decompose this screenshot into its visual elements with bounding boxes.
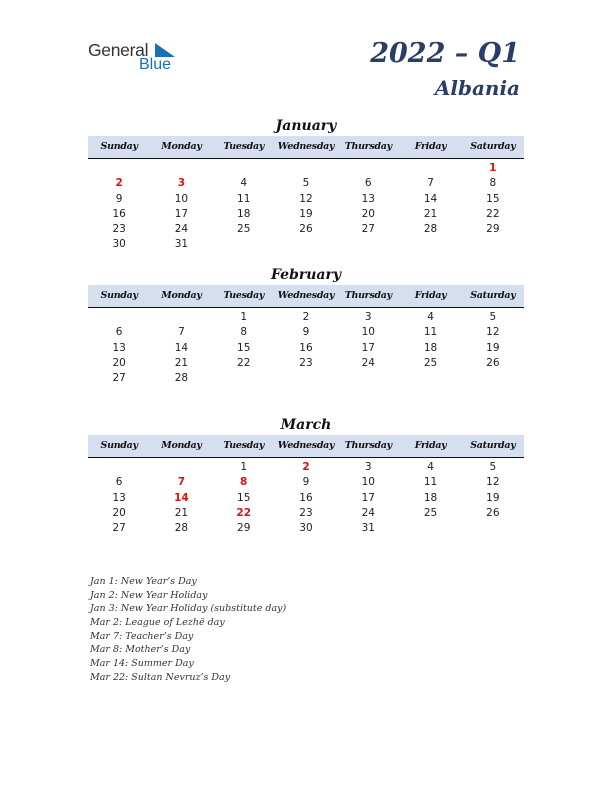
holiday-day-cell: 1 bbox=[489, 162, 497, 174]
day-cell: 29 bbox=[486, 223, 500, 236]
day-cell: 14 bbox=[174, 341, 189, 354]
day-cell: 8 bbox=[240, 326, 248, 339]
day-cell: 28 bbox=[423, 223, 438, 236]
day-cell: 24 bbox=[361, 356, 375, 369]
holiday-note: Mar 22: Sultan Nevruz’s Day bbox=[90, 671, 231, 683]
day-cell: 24 bbox=[174, 223, 189, 236]
day-cell: 30 bbox=[112, 238, 126, 251]
days-grid bbox=[88, 458, 524, 536]
week-row bbox=[88, 310, 524, 325]
day-cell: 12 bbox=[486, 326, 500, 339]
day-cell: 20 bbox=[361, 207, 375, 220]
weekday-label: Wednesday bbox=[277, 440, 335, 451]
day-cell: 28 bbox=[174, 372, 189, 385]
weekday-label: Friday bbox=[414, 440, 447, 451]
day-cell: 7 bbox=[178, 326, 185, 339]
day-cell bbox=[337, 237, 399, 252]
day-cell: 24 bbox=[361, 506, 375, 519]
weekday-label: Monday bbox=[161, 440, 202, 451]
page-title: 2022 – Q1 bbox=[370, 38, 520, 69]
weekday-label: Saturday bbox=[470, 440, 516, 451]
week-row bbox=[88, 341, 524, 356]
day-cell: 10 bbox=[361, 326, 375, 339]
day-cell: 11 bbox=[423, 476, 438, 489]
week-row bbox=[88, 460, 524, 475]
day-cell bbox=[213, 161, 275, 176]
generalblue-logo bbox=[88, 40, 188, 76]
day-cell: 21 bbox=[174, 506, 189, 519]
day-cell bbox=[150, 161, 212, 176]
holiday-note: Jan 2: New Year Holiday bbox=[90, 589, 208, 601]
weekday-header bbox=[88, 136, 524, 159]
day-cell: 1 bbox=[240, 311, 248, 323]
day-cell: 16 bbox=[299, 341, 313, 354]
weekday-label: Sunday bbox=[100, 440, 138, 451]
day-cell: 15 bbox=[237, 491, 251, 504]
day-cell: 25 bbox=[423, 356, 438, 369]
day-cell: 17 bbox=[174, 207, 189, 220]
logo-text-general: General bbox=[88, 40, 149, 60]
day-cell: 1 bbox=[240, 461, 248, 473]
weekday-label: Saturday bbox=[470, 290, 516, 301]
holiday-note: Mar 2: League of Lezhë day bbox=[90, 617, 225, 629]
week-row bbox=[88, 356, 524, 371]
weekday-label: Friday bbox=[414, 290, 447, 301]
day-cell bbox=[462, 237, 524, 252]
holiday-day-cell: 2 bbox=[302, 461, 310, 473]
weekday-label: Tuesday bbox=[223, 290, 265, 301]
holiday-note: Mar 7: Teacher’s Day bbox=[90, 630, 194, 642]
day-cell: 29 bbox=[237, 522, 251, 535]
weekday-label: Monday bbox=[161, 290, 202, 301]
day-cell: 11 bbox=[237, 192, 251, 205]
day-cell: 25 bbox=[423, 506, 438, 519]
day-cell bbox=[150, 310, 212, 325]
weekday-label: Sunday bbox=[100, 141, 138, 152]
day-cell bbox=[88, 310, 150, 325]
day-cell: 10 bbox=[361, 476, 375, 489]
day-cell: 3 bbox=[364, 461, 372, 473]
week-row bbox=[88, 371, 524, 386]
days-grid bbox=[88, 159, 524, 253]
day-cell: 19 bbox=[299, 207, 313, 220]
weekday-label: Thursday bbox=[344, 440, 392, 451]
day-cell bbox=[462, 521, 524, 536]
day-cell: 16 bbox=[112, 207, 126, 220]
day-cell: 27 bbox=[112, 522, 126, 535]
day-cell bbox=[213, 237, 275, 252]
week-row bbox=[88, 222, 524, 237]
day-cell: 18 bbox=[237, 207, 251, 220]
day-cell: 13 bbox=[112, 491, 126, 504]
day-cell: 9 bbox=[302, 326, 310, 339]
day-cell: 15 bbox=[486, 192, 500, 205]
day-cell: 22 bbox=[237, 356, 251, 369]
day-cell: 13 bbox=[112, 341, 126, 354]
month-name: January bbox=[275, 118, 337, 134]
day-cell bbox=[88, 460, 150, 475]
day-cell bbox=[275, 161, 337, 176]
holiday-day-cell: 2 bbox=[115, 177, 123, 190]
country-name: Albania bbox=[434, 76, 520, 100]
day-cell: 15 bbox=[237, 341, 251, 354]
day-cell: 20 bbox=[112, 506, 126, 519]
day-cell: 25 bbox=[237, 223, 251, 236]
day-cell: 20 bbox=[112, 356, 126, 369]
day-cell bbox=[150, 460, 212, 475]
day-cell: 23 bbox=[299, 506, 313, 519]
weekday-label: Sunday bbox=[100, 290, 138, 301]
day-cell: 26 bbox=[486, 506, 500, 519]
weekday-header bbox=[88, 435, 524, 458]
logo-text-blue: Blue bbox=[139, 56, 172, 73]
day-cell: 30 bbox=[299, 522, 313, 535]
day-cell: 9 bbox=[302, 476, 310, 489]
day-cell: 26 bbox=[486, 356, 500, 369]
week-row bbox=[88, 521, 524, 536]
weekday-label: Tuesday bbox=[223, 141, 265, 152]
day-cell: 4 bbox=[427, 311, 434, 323]
day-cell bbox=[399, 161, 461, 176]
holiday-day-cell: 7 bbox=[177, 476, 186, 489]
weekday-label: Tuesday bbox=[223, 440, 265, 451]
day-cell bbox=[399, 237, 461, 252]
day-cell: 7 bbox=[427, 177, 434, 190]
day-cell: 18 bbox=[423, 491, 438, 504]
day-cell: 6 bbox=[115, 476, 123, 489]
day-cell: 17 bbox=[361, 341, 375, 354]
day-cell bbox=[275, 237, 337, 252]
week-row bbox=[88, 475, 524, 490]
day-cell: 18 bbox=[423, 341, 438, 354]
day-cell: 26 bbox=[299, 223, 313, 236]
day-cell: 17 bbox=[361, 491, 375, 504]
day-cell: 21 bbox=[423, 207, 438, 220]
week-row bbox=[88, 506, 524, 521]
weekday-label: Monday bbox=[161, 141, 202, 152]
holiday-day-cell: 8 bbox=[240, 476, 248, 489]
holiday-day-cell: 22 bbox=[236, 506, 252, 519]
holiday-notes bbox=[90, 575, 286, 685]
holiday-day-cell: 14 bbox=[174, 491, 189, 504]
week-row bbox=[88, 207, 524, 222]
day-cell bbox=[275, 371, 337, 386]
holiday-note: Mar 8: Mother’s Day bbox=[90, 644, 191, 656]
day-cell: 13 bbox=[361, 192, 375, 205]
day-cell: 4 bbox=[427, 461, 434, 473]
weekday-header bbox=[88, 285, 524, 308]
week-row bbox=[88, 176, 524, 191]
weekday-label: Wednesday bbox=[277, 290, 335, 301]
day-cell bbox=[213, 371, 275, 386]
weekday-label: Saturday bbox=[470, 141, 516, 152]
month-january bbox=[88, 117, 524, 253]
day-cell: 10 bbox=[174, 192, 189, 205]
month-name: February bbox=[270, 267, 341, 283]
day-cell: 6 bbox=[115, 326, 123, 339]
day-cell: 3 bbox=[364, 311, 372, 323]
holiday-note: Jan 1: New Year’s Day bbox=[90, 576, 197, 587]
day-cell: 11 bbox=[423, 326, 438, 339]
day-cell bbox=[399, 371, 461, 386]
days-grid bbox=[88, 308, 524, 386]
day-cell: 22 bbox=[486, 207, 500, 220]
day-cell: 12 bbox=[299, 192, 313, 205]
day-cell bbox=[88, 161, 150, 176]
day-cell: 4 bbox=[240, 177, 248, 190]
day-cell: 28 bbox=[174, 522, 189, 535]
day-cell: 8 bbox=[489, 177, 497, 190]
day-cell: 31 bbox=[361, 522, 375, 535]
holiday-note: Mar 14: Summer Day bbox=[90, 658, 194, 670]
day-cell: 14 bbox=[423, 192, 438, 205]
weekday-label: Wednesday bbox=[277, 141, 335, 152]
day-cell: 2 bbox=[302, 311, 310, 323]
day-cell: 27 bbox=[112, 372, 126, 385]
day-cell: 5 bbox=[489, 461, 497, 473]
week-row bbox=[88, 491, 524, 506]
weekday-label: Thursday bbox=[344, 290, 392, 301]
day-cell bbox=[337, 161, 399, 176]
day-cell: 19 bbox=[486, 491, 500, 504]
day-cell bbox=[462, 371, 524, 386]
holiday-day-cell: 3 bbox=[177, 177, 186, 190]
week-row bbox=[88, 325, 524, 340]
day-cell: 23 bbox=[299, 356, 313, 369]
day-cell: 27 bbox=[361, 223, 375, 236]
day-cell: 5 bbox=[302, 177, 310, 190]
day-cell bbox=[337, 371, 399, 386]
weekday-label: Thursday bbox=[344, 141, 392, 152]
month-march bbox=[88, 416, 524, 536]
day-cell: 16 bbox=[299, 491, 313, 504]
day-cell bbox=[399, 521, 461, 536]
week-row bbox=[88, 161, 524, 176]
day-cell: 9 bbox=[115, 192, 123, 205]
month-february bbox=[88, 266, 524, 386]
week-row bbox=[88, 237, 524, 252]
day-cell: 12 bbox=[486, 476, 500, 489]
week-row bbox=[88, 192, 524, 207]
day-cell: 21 bbox=[174, 356, 189, 369]
month-name: March bbox=[280, 417, 332, 433]
day-cell: 23 bbox=[112, 223, 126, 236]
day-cell: 31 bbox=[174, 238, 189, 251]
holiday-note: Jan 3: New Year Holiday (substitute day) bbox=[90, 603, 287, 615]
day-cell: 6 bbox=[364, 177, 372, 190]
weekday-label: Friday bbox=[414, 141, 447, 152]
day-cell: 19 bbox=[486, 341, 500, 354]
day-cell: 5 bbox=[489, 311, 497, 323]
